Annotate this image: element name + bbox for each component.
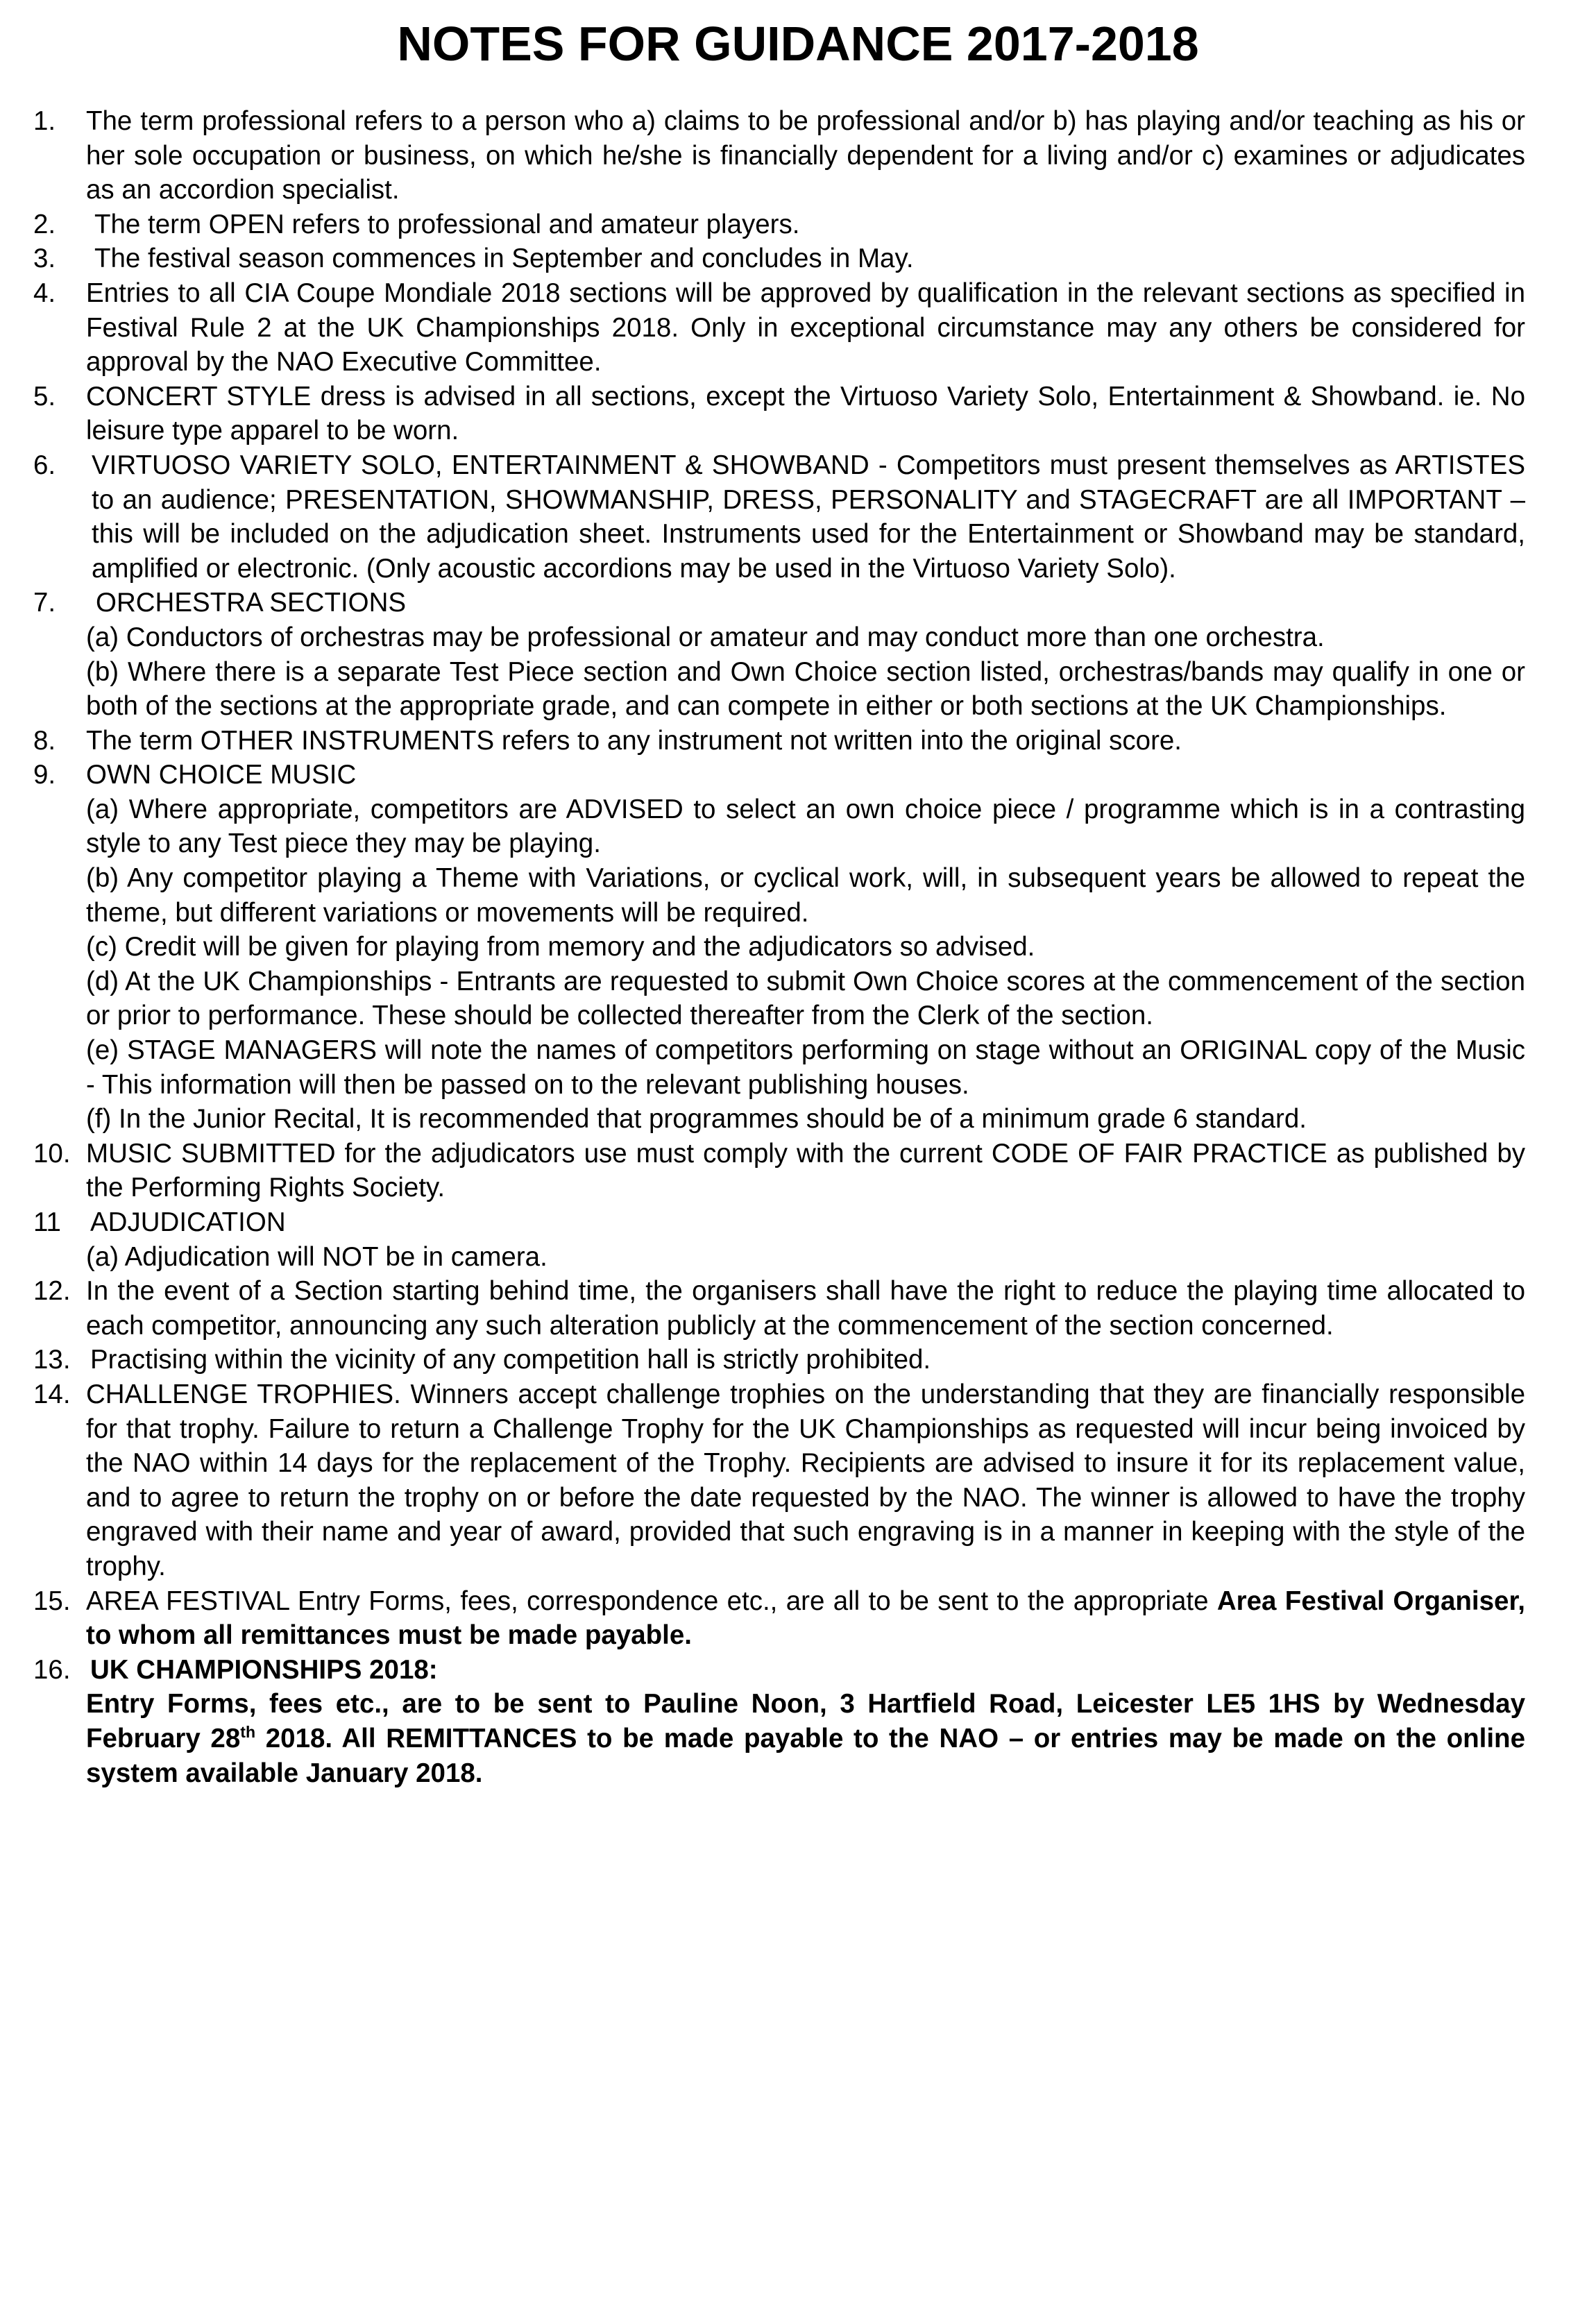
note-number: 16. bbox=[33, 1654, 71, 1685]
note-text: MUSIC SUBMITTED for the adjudicators use must comply with the current CODE OF FAIR PRACTICE as published by the Performing Rights Society. bbox=[86, 1138, 1525, 1203]
note-body-part2: 2018. All REMITTANCES to be made payable to the NAO – or entries may be made on the online system available January 2018. bbox=[86, 1723, 1525, 1788]
note-15 bbox=[33, 1584, 1525, 1653]
note-text: In the event of a Section starting behind time, the organisers shall have the right to reduce the playing time allocated to each competitor, announcing any such alteration publicly at the commencement of the section concerned. bbox=[86, 1276, 1525, 1341]
note-1 bbox=[33, 104, 1525, 207]
note-number: 6. bbox=[33, 450, 56, 480]
note-bold-text: Area Festival Organiser, to whom all remittances must be made payable. bbox=[86, 1586, 1525, 1651]
note-8 bbox=[33, 724, 1525, 758]
note-subitem-b: (b) Any competitor playing a Theme with Variations, or cyclical work, will, in subsequent years be allowed to repeat the theme, but different variations or movements will be required. bbox=[86, 863, 1525, 928]
note-number: 13. bbox=[33, 1345, 71, 1375]
note-text: The term OPEN refers to professional and amateur players. bbox=[94, 209, 800, 239]
note-text: The term OTHER INSTRUMENTS refers to any instrument not written into the original score. bbox=[86, 725, 1182, 756]
note-3 bbox=[33, 241, 1525, 276]
note-number: 12. bbox=[33, 1276, 71, 1307]
note-2 bbox=[33, 207, 1525, 242]
note-text: VIRTUOSO VARIETY SOLO, ENTERTAINMENT & SHOWBAND - Competitors must present themselves as ARTISTES to an audience; PRESENTATION, SHOWMANSHIP, DRESS, PERSONALITY and STAGECRAFT are all IMPORTANT – this will be included on the adjudication sheet. Instruments used for the Entertainment or Showband may be standard, amplified or electronic. (Only acoustic accordions may be used in the Virtuoso Variety Solo). bbox=[92, 450, 1525, 584]
note-number: 15. bbox=[33, 1586, 71, 1616]
note-number: 1. bbox=[33, 106, 56, 136]
note-subitem-c: (c) Credit will be given for playing from memory and the adjudicators so advised. bbox=[86, 932, 1035, 962]
note-13 bbox=[33, 1343, 1525, 1377]
note-heading: UK CHAMPIONSHIPS 2018: bbox=[90, 1654, 438, 1685]
note-subitem-a: (a) Where appropriate, competitors are ADVISED to select an own choice piece / programme which is in a contrasting style to any Test piece they may be playing. bbox=[86, 794, 1525, 859]
note-subitem-a: (a) Adjudication will NOT be in camera. bbox=[86, 1241, 547, 1272]
note-9 bbox=[33, 758, 1525, 1137]
page-title: NOTES FOR GUIDANCE 2017-2018 bbox=[397, 17, 1199, 71]
note-heading: ADJUDICATION bbox=[90, 1207, 286, 1237]
note-number: 10. bbox=[33, 1138, 71, 1169]
note-subitem-d: (d) At the UK Championships - Entrants are requested to submit Own Choice scores at the commencement of the section or prior to performance. These should be collected thereafter from the Clerk of the section. bbox=[86, 966, 1525, 1031]
note-text: The festival season commences in September and concludes in May. bbox=[94, 244, 914, 274]
note-number: 14. bbox=[33, 1379, 71, 1409]
note-text: CONCERT STYLE dress is advised in all sections, except the Virtuoso Variety Solo, Entertainment & Showband. ie. No leisure type apparel to be worn. bbox=[86, 381, 1525, 446]
ordinal-suffix: th bbox=[240, 1723, 256, 1742]
note-number: 11 bbox=[33, 1207, 61, 1237]
note-text: Practising within the vicinity of any competition hall is strictly prohibited. bbox=[90, 1345, 931, 1375]
note-body bbox=[86, 1687, 1525, 1790]
note-subitem-e: (e) STAGE MANAGERS will note the names of competitors performing on stage without an ORIGINAL copy of the Music - This information will then be passed on to the relevant publishing houses. bbox=[86, 1035, 1525, 1100]
note-subitem-f: (f) In the Junior Recital, It is recommended that programmes should be of a minimum grade 6 standard. bbox=[86, 1104, 1307, 1135]
note-number: 3. bbox=[33, 244, 56, 274]
note-text: The term professional refers to a person who a) claims to be professional and/or b) has playing and/or teaching as his or her sole occupation or business, on which he/she is financially dependent for a living and/or c) examines or adjudicates as an accordion specialist. bbox=[86, 106, 1525, 205]
note-10 bbox=[33, 1137, 1525, 1205]
note-number: 7. bbox=[33, 588, 56, 618]
note-text: AREA FESTIVAL Entry Forms, fees, correspondence etc., are all to be sent to the appropriate bbox=[86, 1586, 1217, 1616]
note-number: 8. bbox=[33, 725, 56, 756]
note-heading: OWN CHOICE MUSIC bbox=[86, 760, 357, 790]
note-14 bbox=[33, 1377, 1525, 1584]
note-subitem-a: (a) Conductors of orchestras may be professional or amateur and may conduct more than one orchestra. bbox=[86, 622, 1325, 652]
note-6 bbox=[33, 448, 1525, 586]
note-4 bbox=[33, 276, 1525, 380]
note-subitem-b: (b) Where there is a separate Test Piece section and Own Choice section listed, orchestras/bands may qualify in one or both of the sections at the appropriate grade, and can compete in either or both sections at the UK Championships. bbox=[86, 656, 1525, 722]
note-text: CHALLENGE TROPHIES. Winners accept challenge trophies on the understanding that they are financially responsible for that trophy. Failure to return a Challenge Trophy for the UK Championships as requested will incur being invoiced by the NAO within 14 days for the replacement of the Trophy. Recipients are advised to insure it for its replacement value, and to agree to return the trophy on or before the date requested by the NAO. The winner is allowed to have the trophy engraved with their name and year of award, provided that such engraving is in a manner in keeping with the style of the trophy. bbox=[86, 1379, 1525, 1581]
note-number: 4. bbox=[33, 278, 56, 308]
note-text: Entries to all CIA Coupe Mondiale 2018 sections will be approved by qualification in the relevant sections as specified in Festival Rule 2 at the UK Championships 2018. Only in exceptional circumstance may any others be considered for approval by the NAO Executive Committee. bbox=[86, 278, 1525, 377]
note-heading: ORCHESTRA SECTIONS bbox=[96, 588, 407, 618]
note-11 bbox=[33, 1205, 1525, 1274]
note-5 bbox=[33, 380, 1525, 448]
note-12 bbox=[33, 1274, 1525, 1343]
note-16 bbox=[33, 1653, 1525, 1790]
note-number: 9. bbox=[33, 760, 56, 790]
notes-list bbox=[33, 104, 1525, 1790]
note-body-part1: Entry Forms, fees etc., are to be sent to Pauline Noon, 3 Hartfield Road, Leicester LE5 1HS by Wednesday February 28 bbox=[86, 1689, 1525, 1753]
note-number: 2. bbox=[33, 209, 56, 239]
note-number: 5. bbox=[33, 381, 56, 411]
note-7 bbox=[33, 586, 1525, 723]
